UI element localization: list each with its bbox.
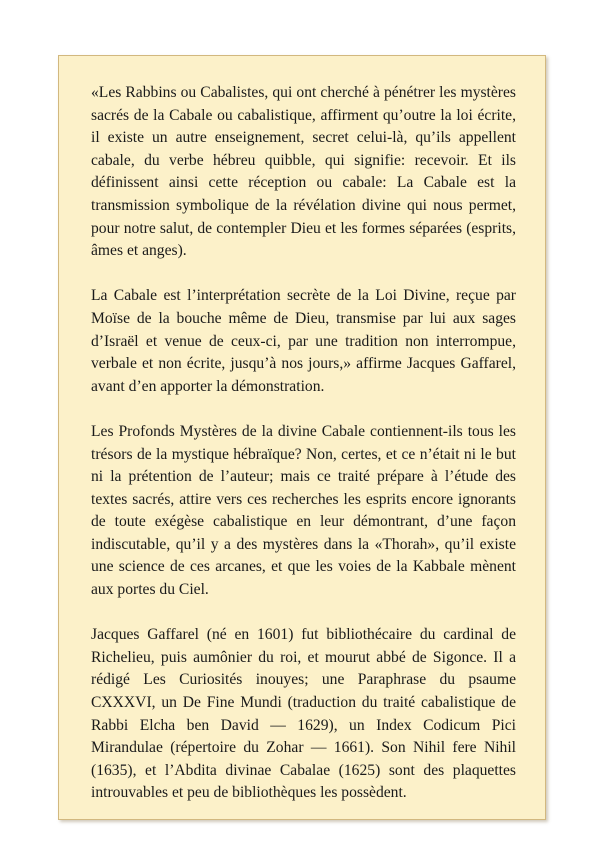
- body-text: [91, 82, 516, 805]
- paragraph-2: La Cabale est l’interprétation secrète de la Loi Divine, reçue par Moïse de la bouche même de Dieu, transmise par lui aux sages d’Israël et venue de ceux-ci, par une tradition non interrompue, verbale et non écrite, jusqu’à nos jours,» affirme Jacques Gaffarel, avant d’en apporter la démonstration.: [91, 287, 516, 395]
- text-panel: [58, 55, 546, 820]
- paragraph-3: Les Profonds Mystères de la divine Cabale contiennent-ils tous les trésors de la mystique hébraïque? Non, certes, et ce n’était ni le but ni la prétention de l’auteur; mais ce traité prépare à l’étude des textes sacrés, attire vers ces recherches les esprits encore ignorants de toute exégèse cabalistique en leur démontrant, d’une façon indiscutable, qu’il y a des mystères dans la «Thorah», qu’il existe une science de ces arcanes, et que les voies de la Kabbale mènent aux portes du Ciel.: [91, 422, 516, 599]
- paragraph-4: Jacques Gaffarel (né en 1601) fut bibliothécaire du cardinal de Richelieu, puis aumônier du roi, et mourut abbé de Sigonce. Il a rédigé Les Curiosités inouyes; une Paraphrase du psaume CXXXVI, un De Fine Mundi (traduction du traité cabalistique de Rabbi Elcha ben David — 1629), un Index Codicum Pici Mirandulae (répertoire du Zohar — 1661). Son Nihil fere Nihil (1635), et l’Abdita divinae Cabalae (1625) sont des plaquettes introuvables et peu de bibliothèques les possèdent.: [91, 626, 516, 802]
- paragraph-1: «Les Rabbins ou Cabalistes, qui ont cherché à pénétrer les mystères sacrés de la Cabale ou cabalistique, affirment qu’outre la loi écrite, il existe un autre enseignement, secret celui-là, qu’ils appellent cabale, du verbe hébreu quibble, qui signifie: recevoir. Et ils définissent ainsi cette réception ou cabale: La Cabale est la transmission symbolique de la révélation divine qui nous permet, pour notre salut, de contempler Dieu et les formes séparées (esprits, âmes et anges).: [91, 84, 516, 260]
